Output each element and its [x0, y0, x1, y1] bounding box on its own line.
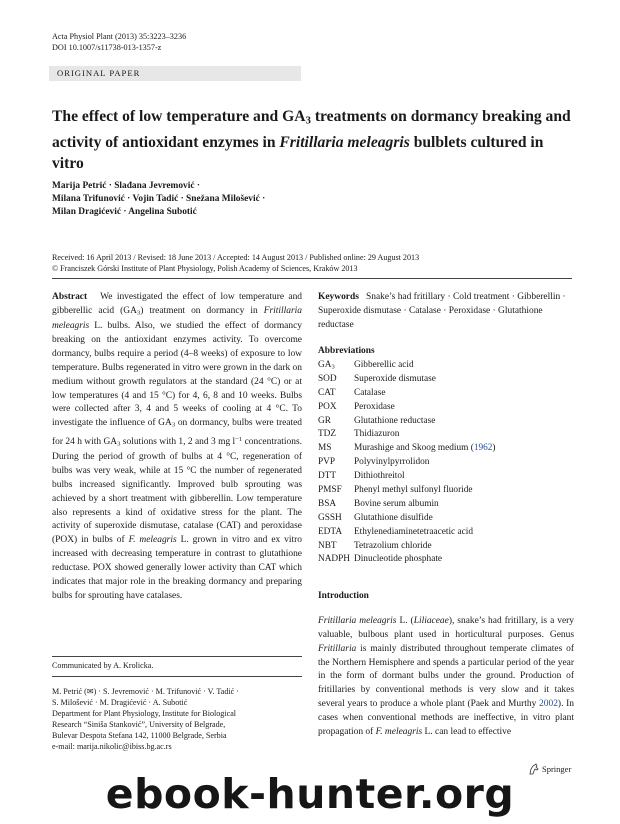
- footnote-divider: [52, 656, 302, 657]
- publication-dates: [52, 252, 592, 274]
- abbreviations-list: [318, 359, 578, 567]
- abbreviation-row: DTT Dithiothreitol: [318, 471, 405, 482]
- communicated-by: Communicated by A. Krolicka.: [52, 661, 154, 670]
- introduction-text: Fritillaria meleagris L. (Liliaceae), snake’s had fritillary, is a very valuable, bulbous plant used in horticultural purposes. Genus Fritillaria is mainly distributed throughout temperate climates of the Northern Hemisphere and spends a particular period of the year in the form of dormant bulbs under the ground. Production of fritillaries by conventional methods is very slow and it takes several years to produce a whole plant (Paek and Murthy 2002). In cases when conventional methods are ineffective, in vitro plant propagation of F. meleagris L. can lead to effective: [318, 616, 575, 737]
- abbreviation-row: GSSH Glutathione disulfide: [318, 512, 433, 523]
- abbreviation-row: BSA Bovine serum albumin: [318, 498, 439, 509]
- article-type-label: ORIGINAL PAPER: [57, 68, 141, 78]
- abbreviation-row: EDTA Ethylenediaminetetraacetic acid: [318, 526, 473, 537]
- abbreviation-row: GR Glutathione reductase: [318, 415, 436, 426]
- publisher-name: Springer: [542, 764, 572, 774]
- introduction-heading: Introduction: [318, 591, 369, 601]
- abbreviation-row: PVP Polyvinylpyrrolidon: [318, 457, 430, 468]
- author-line: Milana Trifunović · Vojin Tadić · Snežana Milošević ·: [52, 194, 266, 204]
- author-list: [52, 180, 452, 219]
- abbreviation-row: POX Peroxidase: [318, 401, 395, 412]
- affiliation: M. Petrić (✉) · S. Jevremović · M. Trifunović · V. Tadić · S. Milošević · M. Dragićević · A. Subotić Department for Plant Physiology, Institute for Biological Research “Siniša Stanković”, University of Belgrade, Bulevar Despota Stefana 142, 11000 Belgrade, Serbia e-mail: marija.nikolic@ibiss.bg.ac.rs: [52, 687, 312, 752]
- keywords: Keywords Snake’s had fritillary · Cold treatment · Gibberellin · Superoxide dismutase · Catalase · Peroxidase · Glutathione reductase: [318, 292, 566, 330]
- watermark: ebook-hunter.org: [105, 770, 515, 818]
- abbreviation-row: $GA_3$ Gibberellic acid: [318, 360, 414, 371]
- article-type-banner: [49, 66, 301, 81]
- email: e-mail: marija.nikolic@ibiss.bg.ac.rs: [52, 741, 172, 751]
- abbreviation-row: CAT Catalase: [318, 387, 386, 398]
- abbreviation-row: MS Murashige and Skoog medium (1962): [318, 443, 496, 454]
- abstract: Abstract We investigated the effect of low temperature and gibberellic acid $(GA_3)$ treatment on dormancy in Fritillaria meleagris L. bulbs. Also, we studied the effect of dormancy breaking on the antioxidant enzymes activity. To overcome dormancy, bulbs require a period (4–8 weeks) of exposure to low temperature. Bulbs regenerated in vitro were grown in the dark on medium without growth regulators at the standard (24 °C) or at low temperatures (4 and 15 °C) for 4, 6, 8 and 10 weeks. Bulbs were collected after 3, 4 and 5 weeks of cooling at 4 °C. To investigate the influence of $GA_3$ on dormancy, bulbs were treated for 24 h with $GA_3$ solutions with 1, 2 and 3 mg $l^{-1}$ concentrations. During the period of growth of bulbs at 4 °C, regeneration of bulbs was very weak, while at 15 °C the number of regenerated bulbs increased significantly. Improved bulb sprouting was achieved by a short treatment with gibberellin. Low temperature also represents a kind of oxidative stress for the plant. The activity of superoxide dismutase, catalase (CAT) and peroxidase (POX) in bulbs of F. meleagris L. grown in vitro and ex vitro increased with decreasing temperature in contrast to glutathione reductase. POX showed generally lower activity than CAT which indicates that major role in the breaking dormancy and preparing bulbs for sprouting have catalases.: [52, 292, 303, 601]
- journal-meta: [52, 31, 186, 53]
- abbreviation-row: TDZ Thidiazuron: [318, 429, 400, 440]
- footnote-divider: [52, 676, 302, 677]
- abbreviation-row: NBT Tetrazolium chloride: [318, 540, 432, 551]
- doi: DOI 10.1007/s11738-013-1357-z: [52, 43, 162, 52]
- author-line: Marija Petrić · Slađana Jevremović ·: [52, 181, 200, 191]
- citation-link[interactable]: 2002: [539, 699, 558, 710]
- article-title: The effect of low temperature and $GA_3$ treatments on dormancy breaking and activity of antioxidant enzymes in Fritillaria meleagris bulblets cultured in vitro: [52, 108, 571, 172]
- abbreviation-row: SOD Superoxide dismutase: [318, 373, 436, 384]
- journal-citation: Acta Physiol Plant (2013) 35:3223–3236: [52, 32, 187, 41]
- abbreviation-row: PMSF Phenyl methyl sulfonyl fluoride: [318, 485, 473, 496]
- citation-link[interactable]: 1962: [473, 443, 493, 454]
- abbreviations-heading: Abbreviations: [318, 346, 375, 356]
- author-line: Milan Dragićević · Angelina Subotić: [52, 207, 197, 217]
- divider: [52, 278, 572, 279]
- copyright: © Franciszek Górski Institute of Plant Physiology, Polish Academy of Sciences, Kraków 2013: [52, 264, 358, 273]
- history-dates: Received: 16 April 2013 / Revised: 18 June 2013 / Accepted: 14 August 2013 / Published online: 29 August 2013: [52, 253, 420, 262]
- abbreviation-row: NADPH Dinucleotide phosphate: [318, 554, 443, 565]
